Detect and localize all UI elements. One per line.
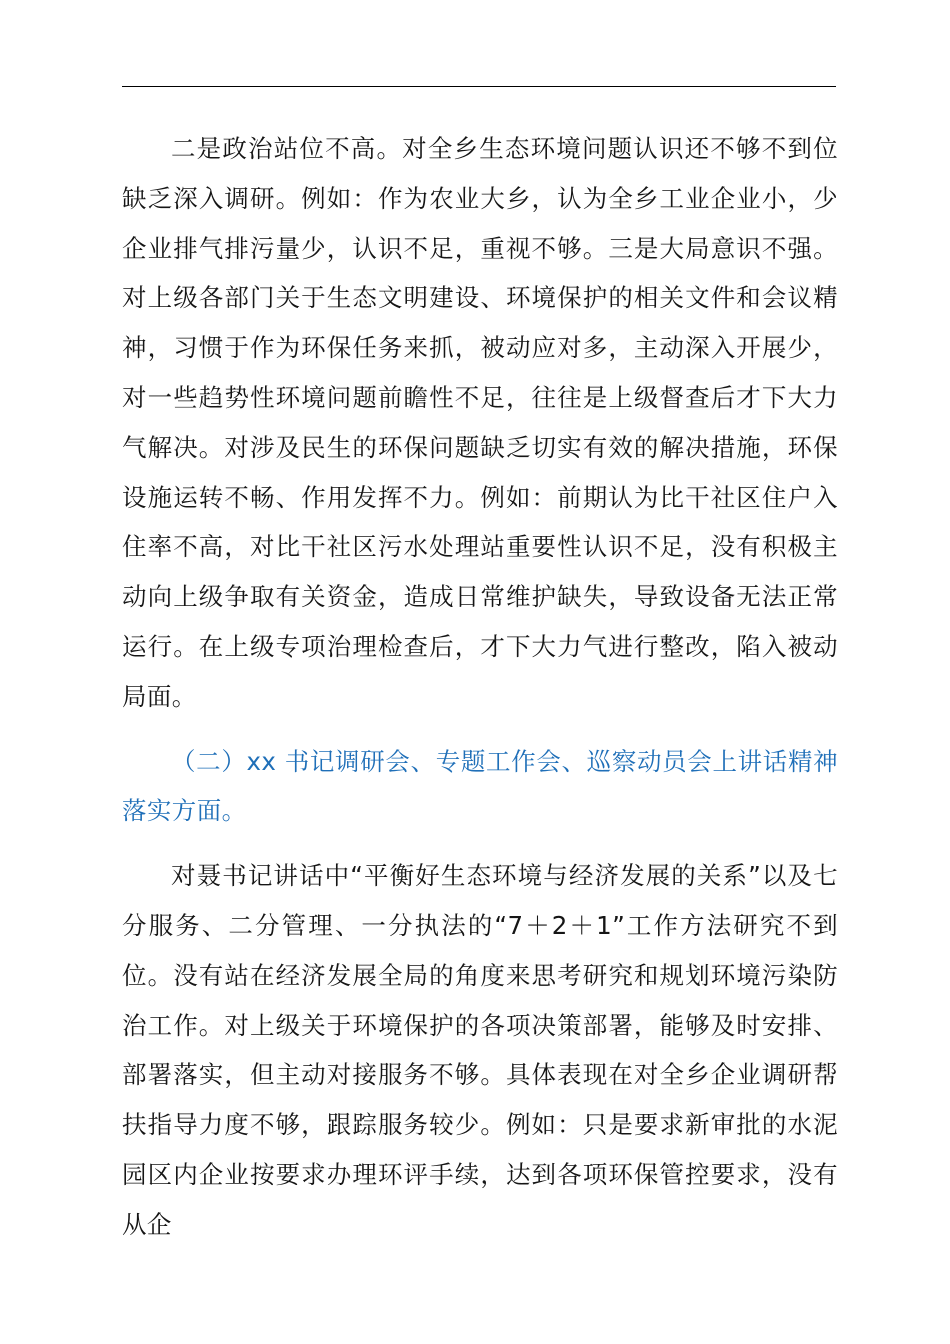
section-heading-2: （二）xx 书记调研会、专题工作会、巡察动员会上讲话精神落实方面。 [122, 746, 838, 826]
paragraph-speech-implementation: 对聂书记讲话中“平衡好生态环境与经济发展的关系”以及七分服务、二分管理、一分执法的“7＋2＋1”工作方法研究不到位。没有站在经济发展全局的角度来思考研究和规划环境污染防治工作。对上级关于环境保护的各项决策部署，能够及时安排、部署落实，但主动对接服务不够。具体表现在对全乡企业调研帮扶指导力度不够，跟踪服务较少。例如：只是要求新审批的水泥园区内企业按要求办理环评手续，达到各项环保管控要求，没有从企 [122, 861, 838, 1239]
paragraph-political-standing: 二是政治站位不高。对全乡生态环境问题认识还不够不到位缺乏深入调研。例如：作为农业大乡，认为全乡工业企业小，少企业排气排污量少，认识不足，重视不够。三是大局意识不强。对上级各部门关于生态文明建设、环境保护的相关文件和会议精神，习惯于作为环保任务来抓，被动应对多，主动深入开展少，对一些趋势性环境问题前瞻性不足，往往是上级督查后才下大力气解决。对涉及民生的环保问题缺乏切实有效的解决措施，环保设施运转不畅、作用发挥不力。例如：前期认为比干社区住户入住率不高，对比干社区污水处理站重要性认识不足，没有积极主动向上级争取有关资金，造成日常维护缺失，导致设备无法正常运行。在上级专项治理检查后，才下大力气进行整改，陷入被动局面。 [122, 134, 838, 711]
document-body [122, 124, 838, 1250]
header-rule [122, 86, 836, 87]
